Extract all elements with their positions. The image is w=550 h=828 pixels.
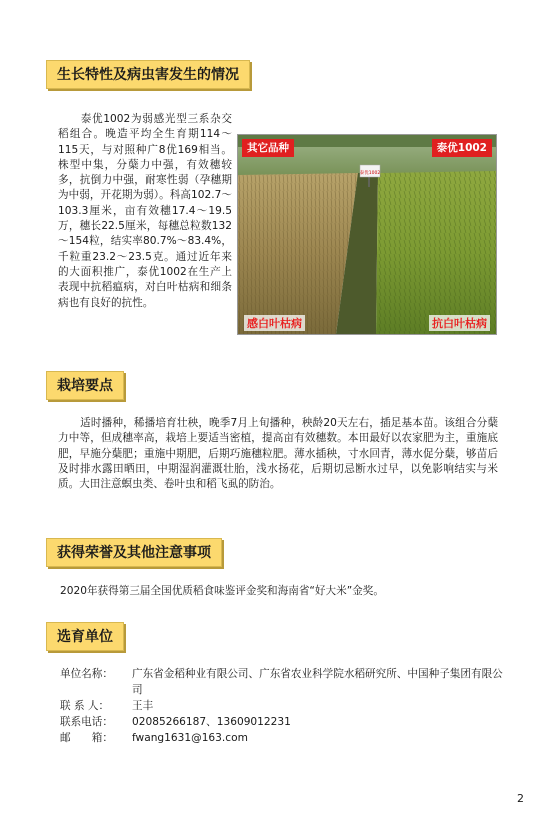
page-number: 2 [517,792,524,805]
tag-other-variety: 其它品种 [242,139,294,157]
section-heading-honors: 获得荣誉及其他注意事项 [46,538,222,567]
caption-resistant: 抗白叶枯病 [429,315,490,331]
section-heading-breeder: 选育单位 [46,622,124,651]
phone-value: 02085266187、13609012231 [132,716,291,728]
unit-label: 单位名称： [60,668,113,680]
email-value[interactable]: fwang1631@163.com [132,732,248,744]
honors-text: 2020年获得第三届全国优质稻食味鉴评金奖和海南省“好大米”金奖。 [60,585,384,597]
email-label: 邮 箱： [60,732,113,744]
cultivation-text: 适时播种，稀播培育壮秧，晚季7月上旬播种，秧龄20天左右，插足基本苗。该组合分蘖力中等，但成穗率高，栽培上要适当密植，提高亩有效穗数。本田最好以农家肥为主，重施底肥，早施分蘖肥；重施中期肥，后期巧施穗粒肥。薄水插秧，寸水回青，薄水促分蘖，够苗后及时排水露田晒田，中期湿润灌溉壮胎，浅水扬花，后期切忌断水过早，以免影响结实与米质。大田注意螟虫类、卷叶虫和稻飞虱的防治。 [58,417,498,491]
growth-paragraph [58,112,232,311]
cultivation-paragraph [58,416,498,492]
contact-row [60,698,512,714]
caption-susceptible: 感白叶枯病 [244,315,305,331]
contact-value: 王丰 [132,700,154,712]
sign-text: 泰优1002 [359,171,381,176]
phone-label: 联系电话： [60,716,113,728]
field-photo [237,134,497,335]
phone-row [60,714,512,730]
breeder-contact-block [60,666,512,746]
tag-variety: 泰优1002 [432,139,492,157]
unit-row [60,666,512,698]
email-row [60,730,512,746]
section-heading-growth: 生长特性及病虫害发生的情况 [46,60,250,89]
growth-text: 泰优1002为弱感光型三系杂交稻组合。晚造平均全生育期114～115天，与对照种广8优169相当。株型中集，分蘖力中强，有效穗较多，抗倒力中强，耐寒性弱（孕穗期为中弱，开花期为弱）。科高102.7～103.3厘米，亩有效穗17.4～19.5万，穗长22.5厘米，每穗总粒数132～154粒，结实率80.7%～83.4%，千粒重23.2～23.5克。通过近年来的大面积推广，泰优1002在生产上表现中抗稻瘟病，对白叶枯病和细条病也有良好的抗性。 [58,113,232,309]
contact-label: 联 系 人： [60,700,110,712]
section-heading-cultivation: 栽培要点 [46,371,124,400]
unit-value: 广东省金稻种业有限公司、广东省农业科学院水稻研究所、中国种子集团有限公司 [132,668,503,696]
